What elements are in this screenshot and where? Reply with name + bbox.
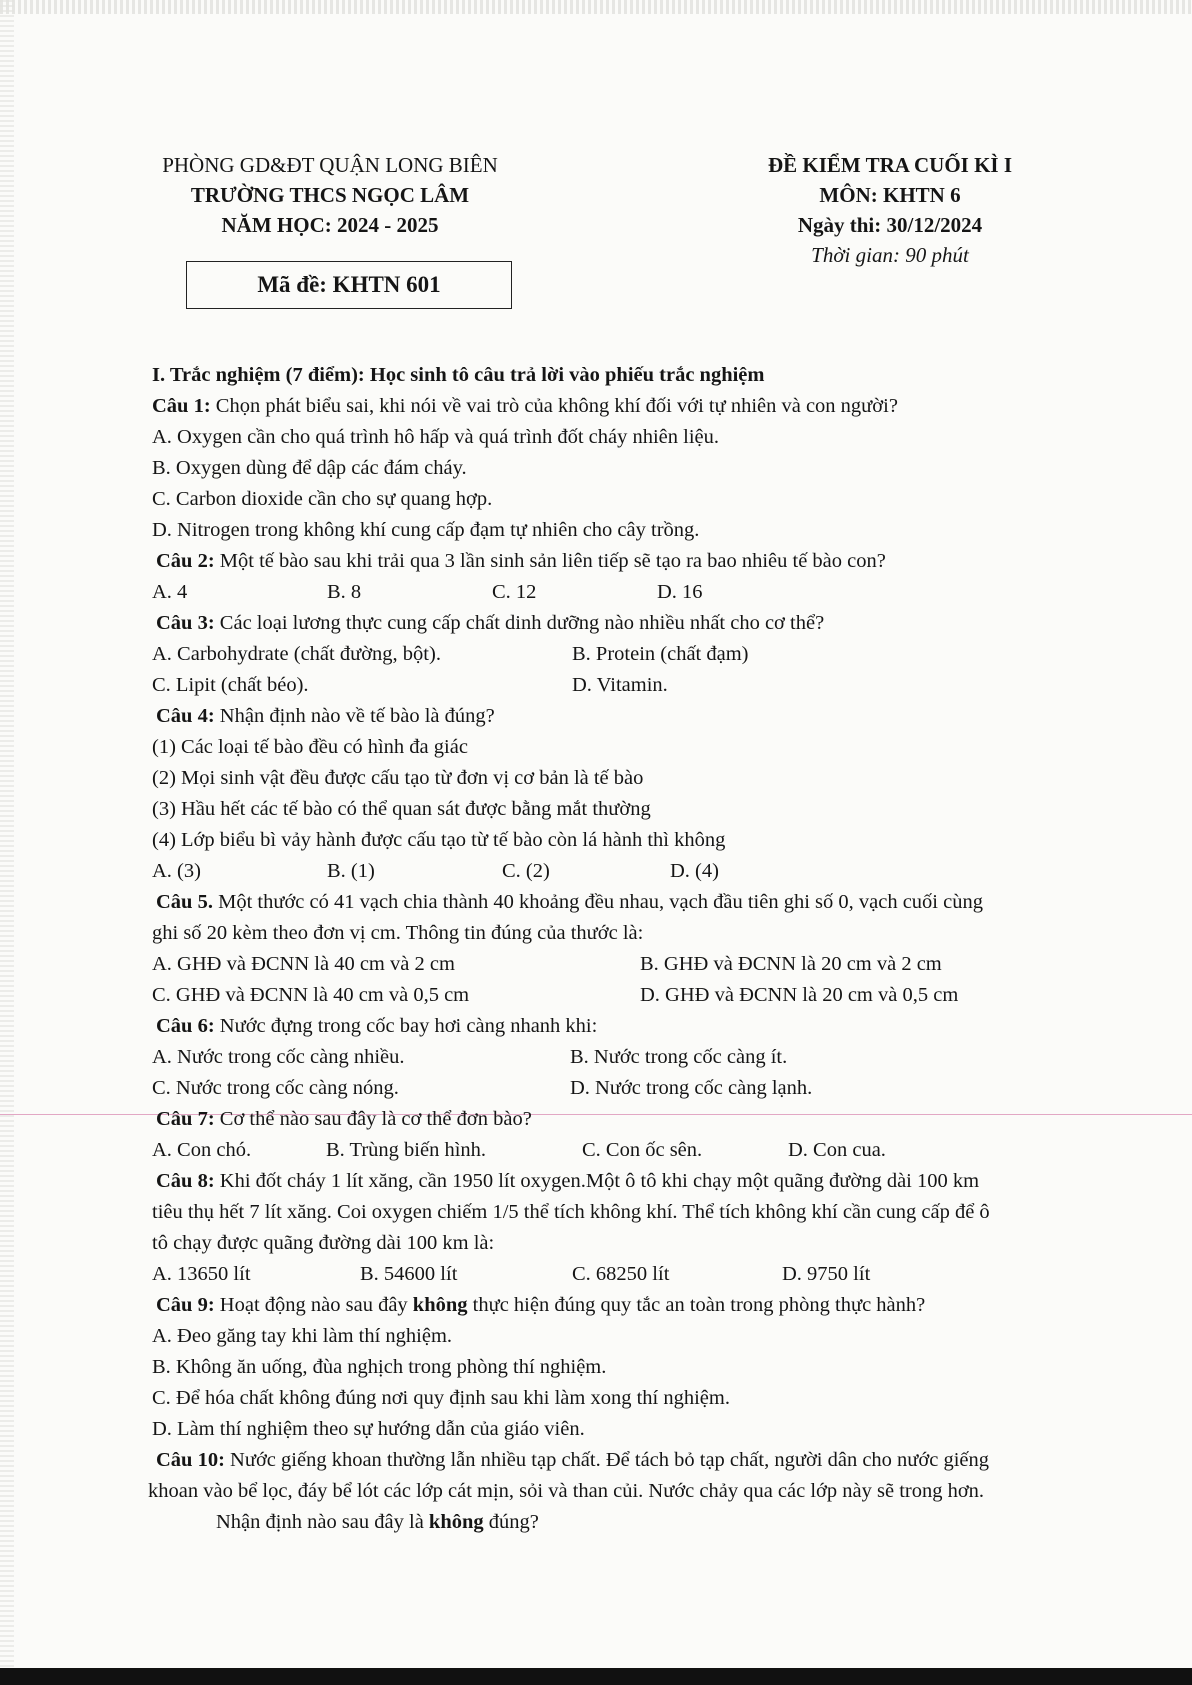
- question-text-continued: khoan vào bể lọc, đáy bể lót các lớp cát mịn, sỏi và than củi. Nước chảy qua các lớp này sẽ trong hơn.: [148, 1480, 985, 1502]
- options-row: [152, 639, 1132, 670]
- question-6: [152, 1011, 1132, 1042]
- option-a: A. Đeo găng tay khi làm thí nghiệm.: [152, 1325, 453, 1347]
- section-title: I. Trắc nghiệm (7 điểm): Học sinh tô câu trả lời vào phiếu trắc nghiệm: [152, 364, 765, 386]
- option-d: D. Nước trong cốc càng lạnh.: [570, 1077, 813, 1099]
- question-label: Câu 5.: [156, 891, 213, 913]
- option-b: B. Protein (chất đạm): [572, 643, 749, 665]
- question-label: Câu 3:: [156, 612, 215, 634]
- statement-3: (3) Hầu hết các tế bào có thể quan sát được bằng mắt thường: [152, 798, 651, 820]
- exam-date: Ngày thi: 30/12/2024: [797, 213, 983, 237]
- question-text: Nước đựng trong cốc bay hơi càng nhanh khi:: [214, 1015, 598, 1037]
- option-d: D. 16: [657, 581, 703, 603]
- question-7: [152, 1104, 1132, 1135]
- option-d: D. Vitamin.: [572, 674, 668, 696]
- options-row: [152, 1073, 1132, 1104]
- option-c: C. (2): [502, 860, 550, 882]
- option-a: A. GHĐ và ĐCNN là 40 cm và 2 cm: [152, 953, 455, 975]
- emphasis-word: không: [428, 1511, 484, 1533]
- options-row: [152, 1259, 1132, 1290]
- question-text: Hoạt động nào sau đây: [214, 1294, 413, 1316]
- option-b: B. 54600 lít: [360, 1263, 458, 1285]
- option-c: C. Carbon dioxide cần cho sự quang hợp.: [152, 488, 493, 510]
- option-a: A. Con chó.: [152, 1139, 252, 1161]
- question-text: Một tế bào sau khi trải qua 3 lần sinh sản liên tiếp sẽ tạo ra bao nhiêu tế bào con?: [214, 550, 886, 572]
- option-c: C. GHĐ và ĐCNN là 40 cm và 0,5 cm: [152, 984, 470, 1006]
- option-d: D. Con cua.: [788, 1139, 886, 1161]
- emphasis-word: không: [412, 1294, 468, 1316]
- options-row: [152, 1135, 1132, 1166]
- department-name: PHÒNG GD&ĐT QUẬN LONG BIÊN: [162, 153, 498, 177]
- options-row: [152, 1042, 1132, 1073]
- scan-top-edge: [0, 0, 1192, 14]
- question-text-continued: tô chạy được quãng đường dài 100 km là:: [152, 1232, 495, 1254]
- option-b: B. Nước trong cốc càng ít.: [570, 1046, 788, 1068]
- question-label: Câu 6:: [156, 1015, 215, 1037]
- options-row: [152, 980, 1132, 1011]
- scan-bottom-edge: [0, 1668, 1192, 1685]
- question-text: Các loại lương thực cung cấp chất dinh dưỡng nào nhiều nhất cho cơ thể?: [214, 612, 825, 634]
- question-text: Nhận định nào về tế bào là đúng?: [214, 705, 495, 727]
- option-b: B. 8: [327, 581, 362, 603]
- option-b: B. (1): [327, 860, 375, 882]
- question-text: Khi đốt cháy 1 lít xăng, cần 1950 lít oxygen.Một ô tô khi chạy một quãng đường dài 100 km: [214, 1170, 980, 1192]
- option-a: A. Nước trong cốc càng nhiều.: [152, 1046, 405, 1068]
- option-a: A. 13650 lít: [152, 1263, 251, 1285]
- option-d: D. GHĐ và ĐCNN là 20 cm và 0,5 cm: [640, 984, 959, 1006]
- question-8: [152, 1166, 1132, 1197]
- question-text: thực hiện đúng quy tắc an toàn trong phòng thực hành?: [467, 1294, 926, 1316]
- statement-4: (4) Lớp biểu bì vảy hành được cấu tạo từ tế bào còn lá hành thì không: [152, 829, 726, 851]
- option-c: C. Lipit (chất béo).: [152, 674, 309, 696]
- options-row: [152, 577, 1132, 608]
- exam-header: [720, 150, 1060, 270]
- exam-duration: Thời gian: 90 phút: [811, 243, 969, 267]
- option-d: D. 9750 lít: [782, 1263, 871, 1285]
- option-c: C. Nước trong cốc càng nóng.: [152, 1077, 399, 1099]
- exam-title: ĐỀ KIỂM TRA CUỐI KÌ I: [767, 153, 1013, 177]
- option-b: B. Không ăn uống, đùa nghịch trong phòng thí nghiệm.: [152, 1356, 607, 1378]
- option-c: C. 68250 lít: [572, 1263, 670, 1285]
- option-a: A. Carbohydrate (chất đường, bột).: [152, 643, 441, 665]
- exam-code: Mã đề: KHTN 601: [186, 261, 512, 309]
- option-c: C. 12: [492, 581, 537, 603]
- question-text: đúng?: [483, 1511, 539, 1533]
- question-label: Câu 9:: [156, 1294, 215, 1316]
- question-4: [152, 701, 1132, 732]
- option-a: A. 4: [152, 581, 188, 603]
- question-text-continued: tiêu thụ hết 7 lít xăng. Coi oxygen chiếm 1/5 thể tích không khí. Thể tích không khí cần cung cấp để ô: [152, 1201, 990, 1223]
- question-2: [152, 546, 1132, 577]
- school-header: [150, 150, 510, 240]
- question-text: Một thước có 41 vạch chia thành 40 khoảng đều nhau, vạch đầu tiên ghi số 0, vạch cuối cùng: [212, 891, 983, 913]
- option-c: C. Để hóa chất không đúng nơi quy định sau khi làm xong thí nghiệm.: [152, 1387, 730, 1409]
- school-name: TRƯỜNG THCS NGỌC LÂM: [190, 183, 470, 207]
- statement-2: (2) Mọi sinh vật đều được cấu tạo từ đơn vị cơ bản là tế bào: [152, 767, 644, 789]
- option-d: D. (4): [670, 860, 719, 882]
- option-c: C. Con ốc sên.: [582, 1139, 703, 1161]
- question-9: [152, 1290, 1132, 1321]
- option-b: B. GHĐ và ĐCNN là 20 cm và 2 cm: [640, 953, 942, 975]
- options-row: [152, 670, 1132, 701]
- question-label: Câu 2:: [156, 550, 215, 572]
- option-d: D. Làm thí nghiệm theo sự hướng dẫn của giáo viên.: [152, 1418, 585, 1440]
- option-a: A. Oxygen cần cho quá trình hô hấp và quá trình đốt cháy nhiên liệu.: [152, 426, 720, 448]
- question-text: Nước giếng khoan thường lẫn nhiều tạp chất. Để tách bỏ tạp chất, người dân cho nước giếng: [224, 1449, 990, 1471]
- option-a: A. (3): [152, 860, 201, 882]
- question-prompt: [152, 1507, 1132, 1538]
- statement-1: (1) Các loại tế bào đều có hình đa giác: [152, 736, 468, 758]
- question-label: Câu 4:: [156, 705, 215, 727]
- option-b: B. Trùng biến hình.: [326, 1139, 487, 1161]
- question-text: Chọn phát biểu sai, khi nói về vai trò của không khí đối với tự nhiên và con người?: [210, 395, 898, 417]
- question-5: [152, 887, 1132, 918]
- question-text: Nhận định nào sau đây là: [216, 1511, 429, 1533]
- exam-body: [148, 360, 1132, 1538]
- question-text-continued: ghi số 20 kèm theo đơn vị cm. Thông tin đúng của thước là:: [152, 922, 644, 944]
- question-10: [152, 1445, 1132, 1476]
- question-3: [152, 608, 1132, 639]
- exam-subject: MÔN: KHTN 6: [819, 183, 961, 207]
- question-label: Câu 1:: [152, 395, 211, 417]
- question-label: Câu 7:: [156, 1108, 215, 1130]
- question-text: Cơ thể nào sau đây là cơ thể đơn bào?: [214, 1108, 532, 1130]
- option-b: B. Oxygen dùng để dập các đám cháy.: [152, 457, 467, 479]
- scan-left-edge: [0, 0, 14, 1685]
- question-label: Câu 10:: [156, 1449, 225, 1471]
- school-year: NĂM HỌC: 2024 - 2025: [221, 213, 439, 237]
- question-label: Câu 8:: [156, 1170, 215, 1192]
- question-1: [152, 391, 1132, 422]
- option-d: D. Nitrogen trong không khí cung cấp đạm tự nhiên cho cây trồng.: [152, 519, 700, 541]
- options-row: [152, 856, 1132, 887]
- options-row: [152, 949, 1132, 980]
